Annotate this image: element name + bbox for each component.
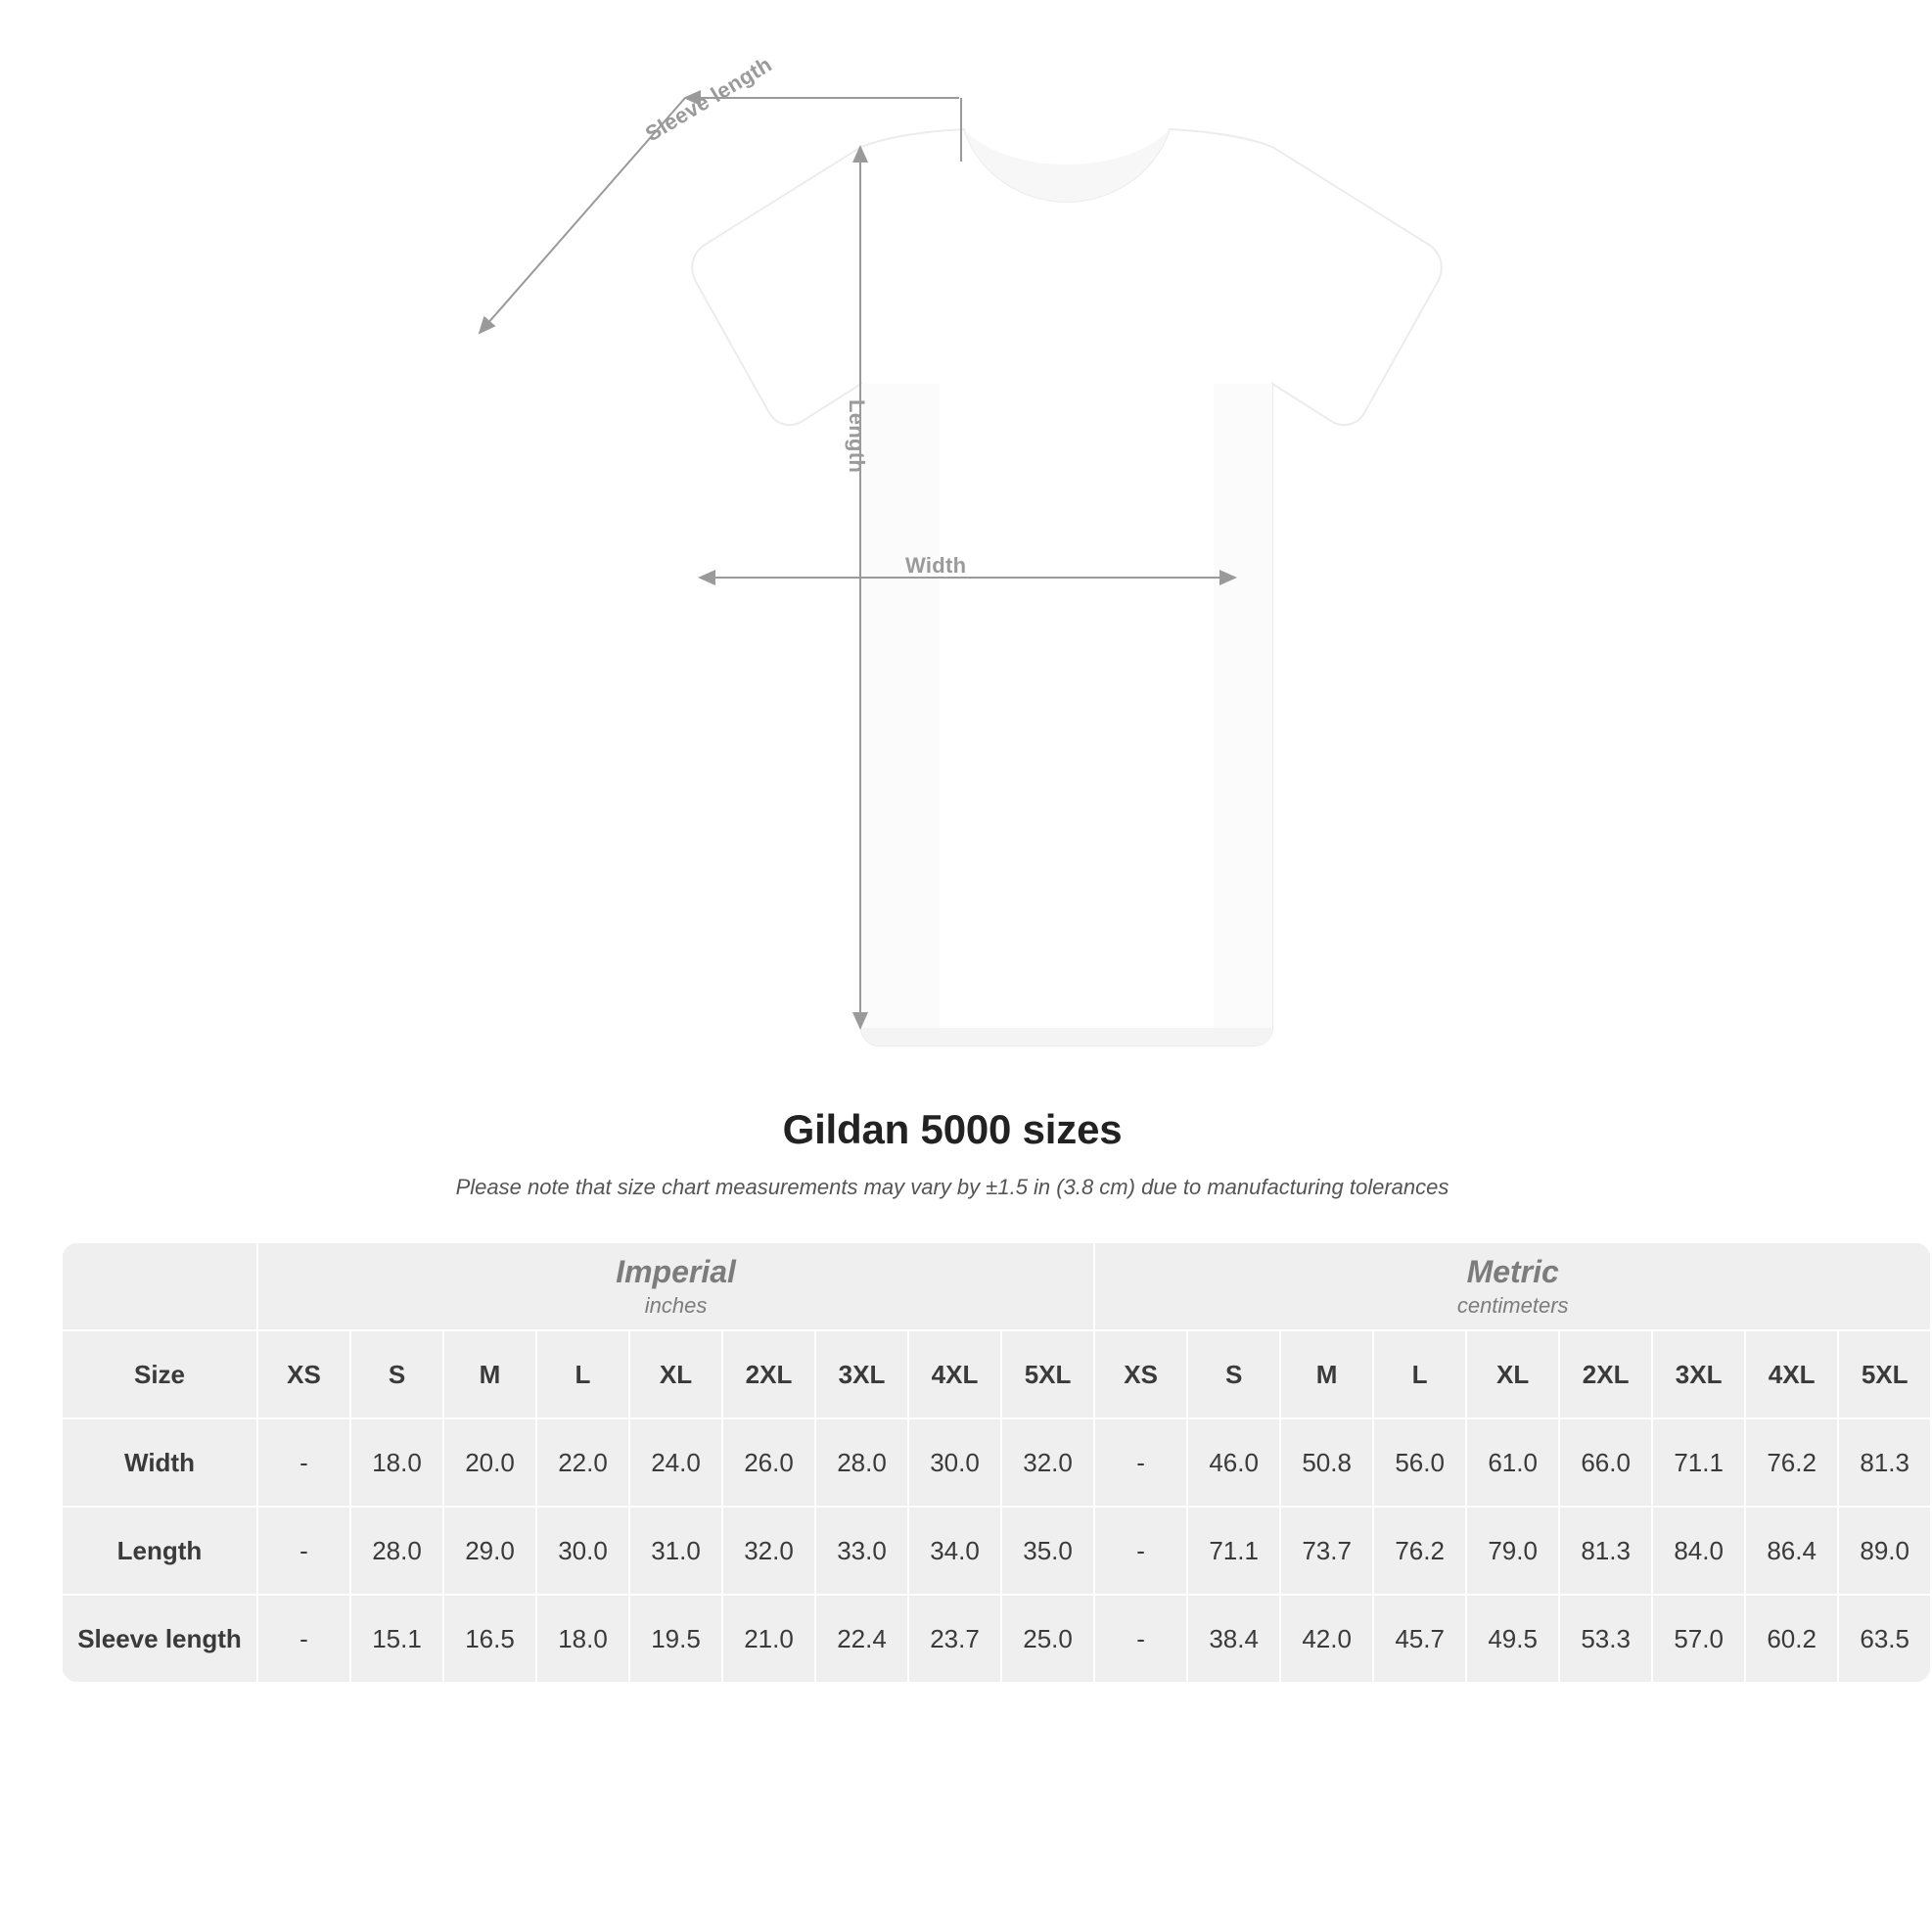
cell-sleeve-metric-xs: - bbox=[1094, 1595, 1187, 1683]
cell-length-imperial-2xl: 32.0 bbox=[722, 1507, 815, 1595]
cell-width-imperial-m: 20.0 bbox=[443, 1418, 536, 1507]
cell-sleeve-metric-4xl: 60.2 bbox=[1745, 1595, 1838, 1683]
size-header-imperial-3xl: 3XL bbox=[815, 1330, 908, 1418]
cell-length-imperial-m: 29.0 bbox=[443, 1507, 536, 1595]
size-header-metric-m: M bbox=[1280, 1330, 1373, 1418]
cell-sleeve-imperial-4xl: 23.7 bbox=[908, 1595, 1001, 1683]
cell-width-imperial-4xl: 30.0 bbox=[908, 1418, 1001, 1507]
cell-width-metric-3xl: 71.1 bbox=[1652, 1418, 1745, 1507]
unit-sub-imperial: inches bbox=[644, 1292, 708, 1318]
cell-length-imperial-xs: - bbox=[257, 1507, 350, 1595]
size-header-metric-s: S bbox=[1187, 1330, 1280, 1418]
table-row bbox=[62, 1418, 1931, 1507]
cell-length-imperial-5xl: 35.0 bbox=[1001, 1507, 1094, 1595]
cell-length-imperial-xl: 31.0 bbox=[629, 1507, 722, 1595]
cell-width-metric-xl: 61.0 bbox=[1466, 1418, 1559, 1507]
cell-sleeve-imperial-5xl: 25.0 bbox=[1001, 1595, 1094, 1683]
cell-sleeve-imperial-2xl: 21.0 bbox=[722, 1595, 815, 1683]
size-header-imperial-4xl: 4XL bbox=[908, 1330, 1001, 1418]
cell-length-metric-4xl: 86.4 bbox=[1745, 1507, 1838, 1595]
size-header-imperial-xl: XL bbox=[629, 1330, 722, 1418]
cell-sleeve-imperial-s: 15.1 bbox=[350, 1595, 443, 1683]
size-header-metric-4xl: 4XL bbox=[1745, 1330, 1838, 1418]
cell-sleeve-imperial-3xl: 22.4 bbox=[815, 1595, 908, 1683]
size-header-metric-l: L bbox=[1373, 1330, 1466, 1418]
unit-header-row bbox=[62, 1242, 1931, 1330]
size-header-metric-2xl: 2XL bbox=[1559, 1330, 1652, 1418]
cell-width-imperial-3xl: 28.0 bbox=[815, 1418, 908, 1507]
cell-length-metric-2xl: 81.3 bbox=[1559, 1507, 1652, 1595]
cell-length-metric-xl: 79.0 bbox=[1466, 1507, 1559, 1595]
cell-width-metric-5xl: 81.3 bbox=[1838, 1418, 1931, 1507]
cell-length-imperial-3xl: 33.0 bbox=[815, 1507, 908, 1595]
cell-width-metric-m: 50.8 bbox=[1280, 1418, 1373, 1507]
cell-sleeve-imperial-l: 18.0 bbox=[536, 1595, 629, 1683]
cell-width-imperial-xs: - bbox=[257, 1418, 350, 1507]
cell-width-metric-xs: - bbox=[1094, 1418, 1187, 1507]
size-header-imperial-xs: XS bbox=[257, 1330, 350, 1418]
cell-width-metric-2xl: 66.0 bbox=[1559, 1418, 1652, 1507]
cell-length-imperial-s: 28.0 bbox=[350, 1507, 443, 1595]
width-label: Width bbox=[905, 553, 967, 578]
cell-sleeve-imperial-xl: 19.5 bbox=[629, 1595, 722, 1683]
cell-width-metric-s: 46.0 bbox=[1187, 1418, 1280, 1507]
unit-header-metric bbox=[1094, 1242, 1931, 1330]
cell-length-metric-3xl: 84.0 bbox=[1652, 1507, 1745, 1595]
cell-sleeve-metric-s: 38.4 bbox=[1187, 1595, 1280, 1683]
cell-width-imperial-s: 18.0 bbox=[350, 1418, 443, 1507]
size-header-metric-3xl: 3XL bbox=[1652, 1330, 1745, 1418]
cell-sleeve-imperial-m: 16.5 bbox=[443, 1595, 536, 1683]
cell-length-metric-xs: - bbox=[1094, 1507, 1187, 1595]
size-header-metric-xs: XS bbox=[1094, 1330, 1187, 1418]
tshirt-shape bbox=[692, 129, 1442, 1045]
cell-width-imperial-5xl: 32.0 bbox=[1001, 1418, 1094, 1507]
cell-width-imperial-l: 22.0 bbox=[536, 1418, 629, 1507]
size-header-metric-5xl: 5XL bbox=[1838, 1330, 1931, 1418]
size-table-wrapper bbox=[61, 1241, 1909, 1684]
unit-name-metric: Metric bbox=[1466, 1253, 1559, 1289]
cell-width-imperial-2xl: 26.0 bbox=[722, 1418, 815, 1507]
table-corner bbox=[62, 1242, 257, 1330]
size-header-imperial-s: S bbox=[350, 1330, 443, 1418]
cell-sleeve-imperial-xs: - bbox=[257, 1595, 350, 1683]
unit-name-imperial: Imperial bbox=[616, 1253, 736, 1289]
cell-sleeve-metric-m: 42.0 bbox=[1280, 1595, 1373, 1683]
cell-width-metric-4xl: 76.2 bbox=[1745, 1418, 1838, 1507]
cell-width-metric-l: 56.0 bbox=[1373, 1418, 1466, 1507]
size-header-metric-xl: XL bbox=[1466, 1330, 1559, 1418]
table-row bbox=[62, 1507, 1931, 1595]
table-row bbox=[62, 1595, 1931, 1683]
cell-length-imperial-l: 30.0 bbox=[536, 1507, 629, 1595]
length-label: Length bbox=[845, 399, 869, 474]
row-label-length: Length bbox=[62, 1507, 257, 1595]
cell-sleeve-metric-5xl: 63.5 bbox=[1838, 1595, 1931, 1683]
cell-sleeve-metric-2xl: 53.3 bbox=[1559, 1595, 1652, 1683]
unit-sub-metric: centimeters bbox=[1456, 1292, 1569, 1318]
row-label-width: Width bbox=[62, 1418, 257, 1507]
size-table bbox=[61, 1241, 1932, 1684]
row-label-sleeve-length: Sleeve length bbox=[62, 1595, 257, 1683]
tolerance-note: Please note that size chart measurements may vary by ±1.5 in (3.8 cm) due to manufacturing tolerances bbox=[455, 1175, 1449, 1199]
cell-length-metric-5xl: 89.0 bbox=[1838, 1507, 1931, 1595]
unit-header-imperial bbox=[257, 1242, 1094, 1330]
cell-sleeve-metric-3xl: 57.0 bbox=[1652, 1595, 1745, 1683]
size-header-imperial-5xl: 5XL bbox=[1001, 1330, 1094, 1418]
sleeve-length-label: Sleeve length bbox=[641, 51, 776, 147]
size-header-row bbox=[62, 1330, 1931, 1418]
size-header-label: Size bbox=[62, 1330, 257, 1418]
cell-sleeve-metric-xl: 49.5 bbox=[1466, 1595, 1559, 1683]
cell-length-metric-s: 71.1 bbox=[1187, 1507, 1280, 1595]
cell-sleeve-metric-l: 45.7 bbox=[1373, 1595, 1466, 1683]
cell-length-metric-m: 73.7 bbox=[1280, 1507, 1373, 1595]
size-header-imperial-m: M bbox=[443, 1330, 536, 1418]
cell-length-imperial-4xl: 34.0 bbox=[908, 1507, 1001, 1595]
page-title: Gildan 5000 sizes bbox=[782, 1106, 1123, 1152]
size-header-imperial-l: L bbox=[536, 1330, 629, 1418]
size-header-imperial-2xl: 2XL bbox=[722, 1330, 815, 1418]
cell-length-metric-l: 76.2 bbox=[1373, 1507, 1466, 1595]
cell-width-imperial-xl: 24.0 bbox=[629, 1418, 722, 1507]
